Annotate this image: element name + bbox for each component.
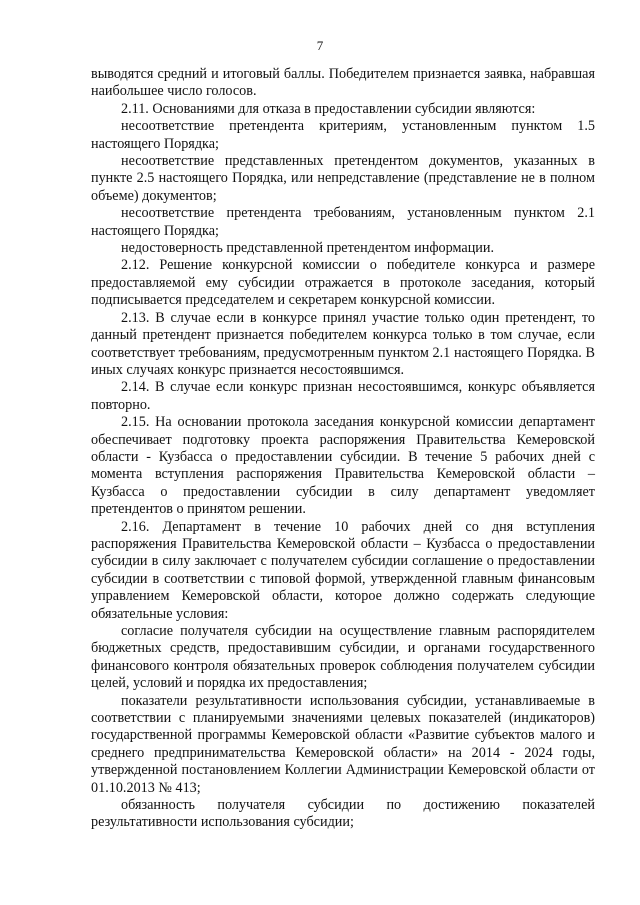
document-body bbox=[91, 66, 595, 832]
list-item-documents: несоответствие представленных претендентом документов, указанных в пункте 2.5 настоящего Порядка, или непредставление (представление не в полном объеме) документов; bbox=[91, 153, 595, 204]
page-number: 7 bbox=[316, 38, 324, 53]
paragraph-2-12: 2.12. Решение конкурсной комиссии о победителе конкурса и размере предоставляемой ему субсидии отражается в протоколе заседания, который подписывается председателем и секретарем конкурсной комиссии. bbox=[91, 257, 595, 309]
list-item-consent: согласие получателя субсидии на осуществление главным распорядителем бюджетных средств, предоставившим субсидии, и органами государственного финансового контроля обязательных проверок соблюдения получателем субсидии целей, условий и порядка их предоставления; bbox=[91, 623, 595, 692]
paragraph-2-15: 2.15. На основании протокола заседания конкурсной комиссии департамент обеспечивает подготовку проекта распоряжения Правительства Кемеровской области - Кузбасса о предоставлении субсидии. В течение 5 рабочих дней с момента вступления распоряжения Правительства Кемеровской области – Кузбасса о предоставлении субсидии в силу департамент уведомляет претендентов о принятом решении. bbox=[91, 414, 595, 518]
list-item-information: недостоверность представленной претендентом информации. bbox=[121, 240, 495, 257]
paragraph-2-11: 2.11. Основаниями для отказа в предоставлении субсидии являются: bbox=[121, 100, 536, 117]
list-item-obligation: обязанность получателя субсидии по достижению показателей результативности использования субсидии; bbox=[91, 797, 595, 831]
list-item-indicators: показатели результативности использования субсидии, устанавливаемые в соответствии с планируемыми значениями целевых показателей (индикаторов) государственной программы Кемеровской области «Развитие субъектов малого и среднего предпринимательства Кемеровской области» на 2014 - 2024 годы, утвержденной постановлением Коллегии Администрации Кемеровской области от 01.10.2013 № 413; bbox=[91, 692, 595, 796]
paragraph-2-16: 2.16. Департамент в течение 10 рабочих дней со дня вступления распоряжения Правительства Кемеровской области – Кузбасса о предоставлении субсидии в силу заключает с получателем субсидии соглашение о предоставлении субсидии в соответствии с типовой формой, утвержденной главным финансовым управлением Кемеровской области, которое должно содержать следующие обязательные условия: bbox=[91, 518, 595, 622]
paragraph-2-13: 2.13. В случае если в конкурсе принял участие только один претендент, то данный претендент признается победителем конкурса только в том случае, если соответствует требованиям, предусмотренным пунктом 2.1 настоящего Порядка. В иных случаях конкурс признается несостоявшимся. bbox=[91, 309, 595, 378]
list-item-criteria: несоответствие претендента критериям, установленным пунктом 1.5 настоящего Порядка; bbox=[91, 118, 595, 152]
paragraph-2-14: 2.14. В случае если конкурс признан несостоявшимся, конкурс объявляется повторно. bbox=[91, 379, 595, 413]
paragraph-continuation: выводятся средний и итоговый баллы. Победителем признается заявка, набравшая наибольшее число голосов. bbox=[91, 66, 595, 100]
list-item-requirements: несоответствие претендента требованиям, установленным пунктом 2.1 настоящего Порядка; bbox=[91, 205, 595, 239]
